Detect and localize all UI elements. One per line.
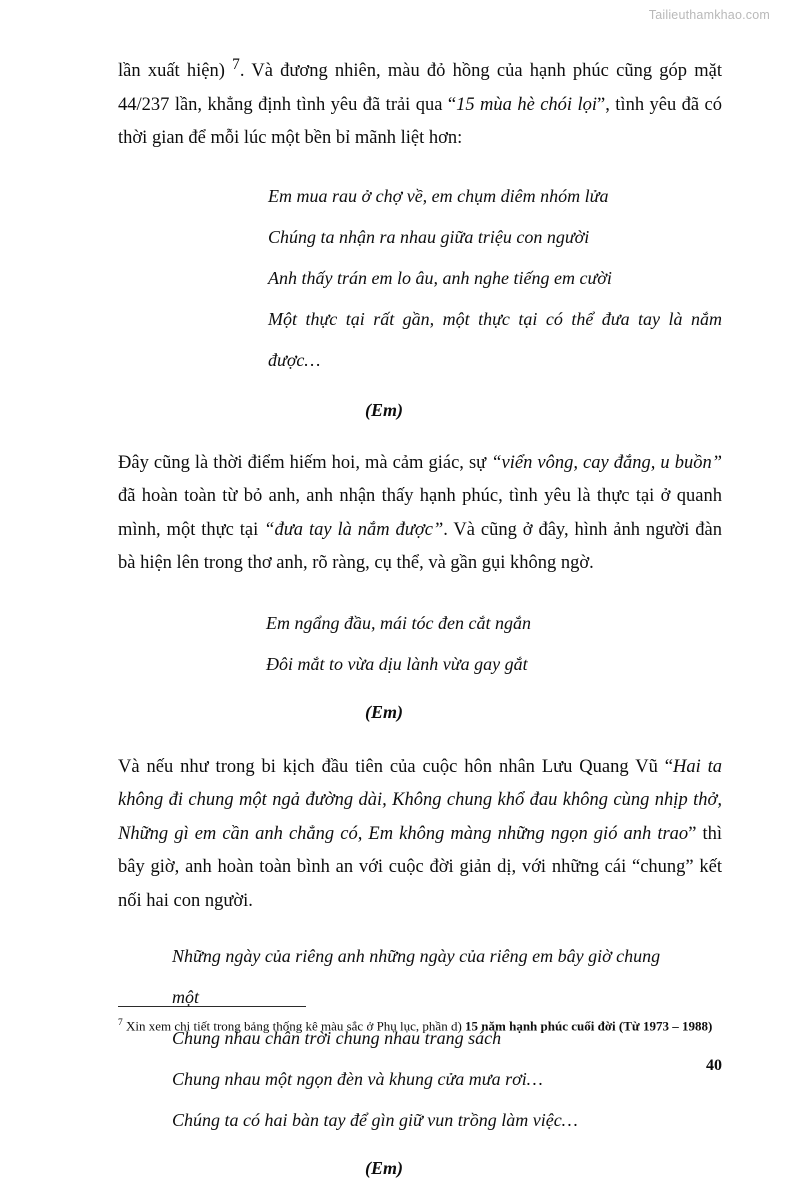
paragraph-1-seg3: ”, tình yêu đã có thời gian để mỗi lúc một bền bỉ mãnh liệt hơn: [118,94,722,149]
paragraph-3 [118,751,722,919]
poem-line: Chúng ta có hai bàn tay để gìn giữ vun trồng làm việc… [172,1110,578,1131]
paragraph-2-seg2: đã hoàn toàn từ bỏ anh, anh nhận thấy hạnh phúc, tình yêu là thực tại ở quanh mình, một thực tại [118,486,722,540]
footnote-marker: 7 [118,1018,123,1028]
poem-attribution: (Em) [365,701,403,722]
poem-attribution: (Em) [365,1158,403,1179]
poem-line: Anh thấy trán em lo âu, anh nghe tiếng em cười [268,267,612,288]
poem-line: Những ngày của riêng anh những ngày của riêng em bây giờ chung một [172,946,661,1008]
poem-em-2 [266,603,720,685]
poem-line: Chung nhau chân trời chung nhau trang sách [172,1028,502,1049]
paragraph-3-seg1: Và nếu như trong bi kịch đầu tiên của cuộc hôn nhân Lưu Quang Vũ “ [118,756,673,777]
paragraph-2-quote-1: “viển vông, cay đắng, u buồn” [491,452,722,473]
footnote-area [118,1006,722,1035]
poem-line: Chúng ta nhận ra nhau giữa triệu con người [268,226,590,247]
paragraph-2-quote-2: “đưa tay là nắm được” [264,519,444,540]
footnote-text [118,1014,722,1035]
poem-line: Đôi mắt to vừa dịu lành vừa gay gắt [266,653,528,674]
paragraph-2-seg1: Đây cũng là thời điểm hiếm hoi, mà cảm giác, sự [118,452,492,473]
poem-attribution: (Em) [365,399,403,420]
paragraph-2 [118,447,722,581]
paragraph-3-quote: Hai ta không đi chung một ngả đường dài, Không chung khổ đau không cùng nhịp thở, Những gì em cần anh chẳng có, Em không màng những ngọn gió anh trao [118,756,723,844]
footnote-plain: Xin xem chi tiết trong bảng thống kê màu sắc ở Phụ lục, phần d) [122,1018,466,1034]
footnote-separator [118,1006,306,1007]
poem-em-1 [268,176,722,381]
poem-line: Em ngẩng đầu, mái tóc đen cắt ngắn [266,612,531,633]
poem-line: Em mua rau ở chợ về, em chụm diêm nhóm lửa [268,185,609,206]
footnote-reference: 7 [232,56,240,73]
footnote-bold: 15 năm hạnh phúc cuối đời (Từ 1973 – 1988) [465,1018,713,1034]
paragraph-1-quote: 15 mùa hè chói lọi [456,94,598,115]
paragraph-1-seg1: lần xuất hiện) [118,61,233,82]
watermark: Tailieuthamkhao.com [648,8,770,22]
poem-line: Một thực tại rất gần, một thực tại có thể đưa tay là nắm được… [268,308,722,370]
poem-em-3 [172,936,672,1141]
paragraph-3-seg2: ” thì bây giờ, anh hoàn toàn bình an với cuộc đời giản dị, với những cái “chung” kết nối hai con người. [118,823,722,911]
paragraph-2-seg3: . Và cũng ở đây, hình ảnh người đàn bà hiện lên trong thơ anh, rõ ràng, cụ thể, và gần gụi không ngờ. [118,519,722,574]
page-number: 40 [706,1057,722,1074]
poem-line: Chung nhau một ngọn đèn và khung cửa mưa rơi… [172,1069,543,1090]
paragraph-1 [118,48,722,156]
paragraph-1-seg2: . Và đương nhiên, màu đỏ hồng của hạnh phúc cũng góp mặt 44/237 lần, khẳng định tình yêu đã trải qua “ [118,61,722,115]
